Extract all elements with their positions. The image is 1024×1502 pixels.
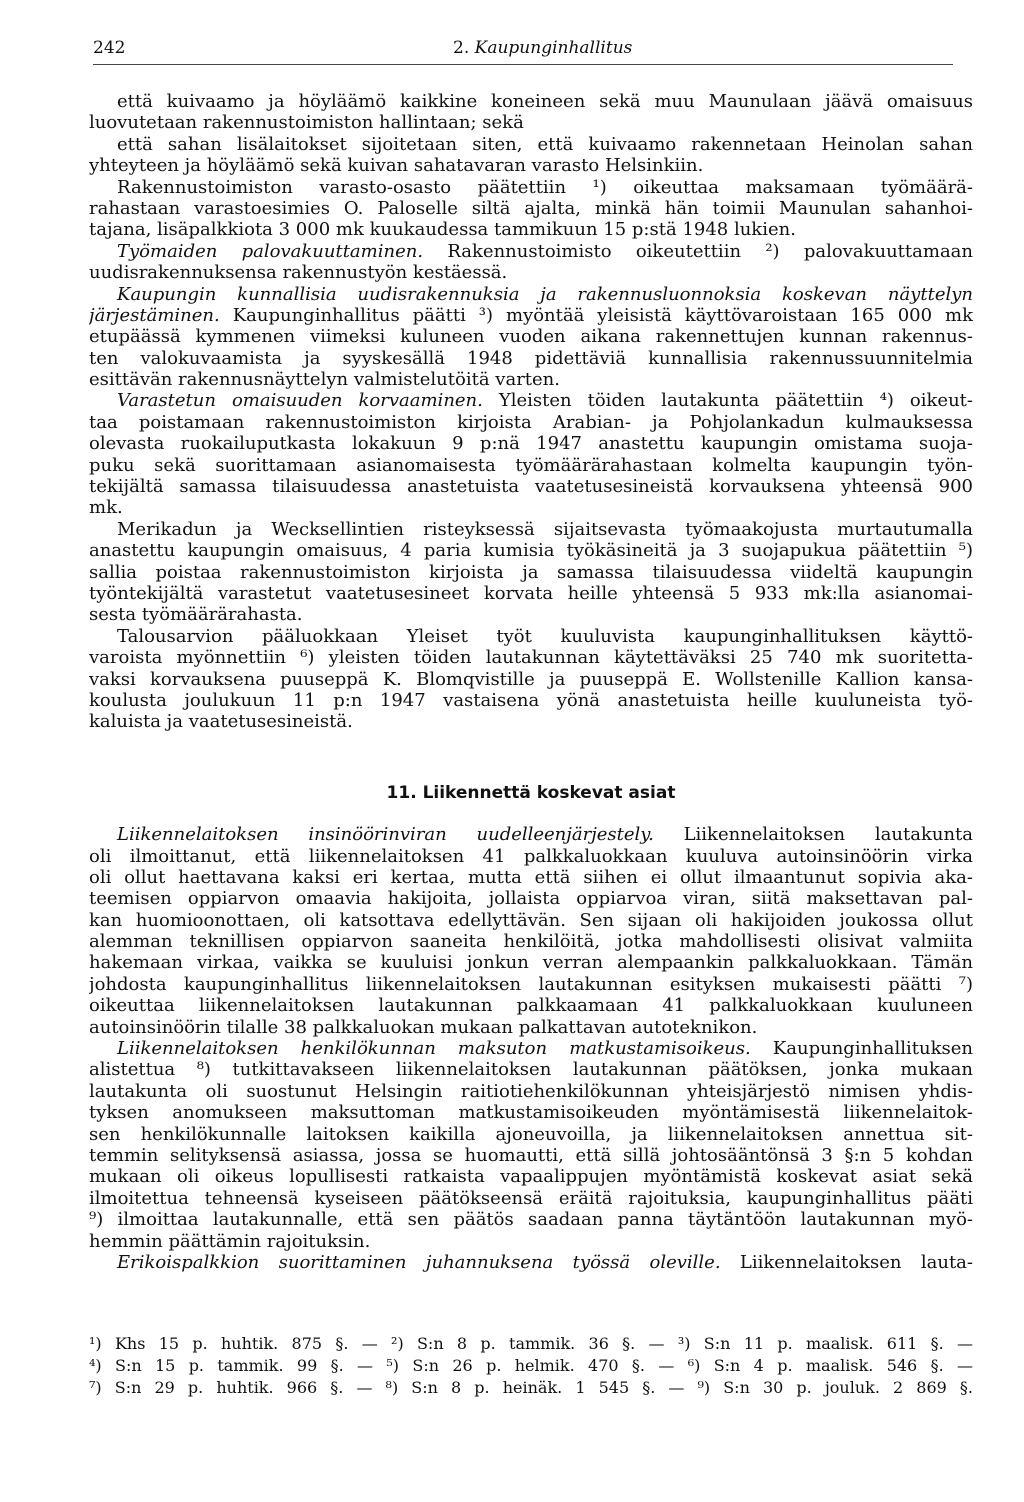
footnote-line: ⁴) S:n 15 p. tammik. 99 §. — ⁵) S:n 26 p. helmik. 470 §. — ⁶) S:n 4 p. maalisk. 546 §. —	[89, 1356, 973, 1375]
text-line	[89, 155, 973, 176]
line-text: tekijältä samassa tilaisuudessa anastetuista vaatetusesineistä korvauksena yhteensä 900	[89, 476, 973, 498]
text-line	[89, 910, 973, 931]
text-line	[89, 711, 973, 732]
text-line	[89, 112, 973, 133]
text-line	[89, 1038, 973, 1059]
line-text: hemmin päättämin rajoituksin.	[89, 1230, 371, 1252]
text-line	[89, 1017, 973, 1038]
section-heading: 11. Liikennettä koskevat asiat	[386, 782, 676, 803]
line-text: Rakennustoimiston varasto-osasto päätettiin ¹) oikeuttaa maksamaan työmäärä-	[117, 176, 973, 198]
text-line	[89, 647, 973, 668]
line-text: sen henkilökunnalle laitoksen kaikilla ajoneuvoilla, ja liikennelaitoksen annettua sit-	[89, 1123, 973, 1145]
italic-subheading: Erikoispalkkion suorittaminen juhannuksena työssä oleville.	[117, 1251, 721, 1273]
line-text: ilmoitettua tehneensä kyseiseen päätökseensä eräitä rajoituksia, kaupunginhallitus pääti	[89, 1187, 973, 1209]
line-text: tajana, lisäpalkkiota 3 000 mk kuukaudessa tammikuun 15 p:stä 1948 lukien.	[89, 219, 796, 241]
line-text: Talousarvion pääluokkaan Yleiset työt kuuluvista kaupunginhallituksen käyttö-	[117, 625, 973, 647]
text-line	[89, 369, 973, 390]
text-line	[89, 412, 973, 433]
italic-subheading: Liikennelaitoksen insinöörinviran uudelleenjärjestely.	[117, 824, 654, 846]
text-line	[89, 219, 973, 240]
text-block-1	[89, 91, 973, 733]
text-line	[89, 867, 973, 888]
line-text: luovutetaan rakennustoimiston hallintaan; sekä	[89, 112, 524, 134]
line-text: hakemaan virkaa, vaikka se kuuluisi jonkun verran alempaankin palkkaluokkaan. Tämän	[89, 952, 973, 974]
italic-subheading: Kaupungin kunnallisia uudisrakennuksia ja rakennusluonnoksia koskevan näyttelyn	[117, 283, 973, 305]
spacer	[89, 758, 973, 783]
line-text: sesta työmäärärahasta.	[89, 604, 303, 626]
text-line	[89, 1124, 973, 1145]
spacer	[89, 804, 973, 824]
line-text: Yleisten töiden lautakunta päätettiin ⁴) oikeut-	[482, 390, 973, 412]
line-text: alistettua ⁸) tutkittavakseen liikennelaitoksen lautakunnan päätöksen, jonka mukaan	[89, 1059, 973, 1081]
text-line	[89, 974, 973, 995]
line-text: mukaan oli oikeus lopullisesti ratkaista vapaalippujen myöntämistä koskevat asiat sekä	[89, 1166, 973, 1188]
text-line	[89, 1166, 973, 1187]
line-text: kan huomioonottaen, oli katsottava edellyttävän. Sen sijaan oli hakijoiden joukossa ollut	[89, 909, 973, 931]
section-number: 2.	[453, 38, 470, 58]
text-line	[89, 604, 973, 625]
running-title	[453, 38, 632, 58]
line-text: työntekijältä varastetut vaatetusesineet korvata heille yhteensä 5 933 mk:lla asianomai-	[89, 582, 973, 604]
line-text: teemisen oppiarvon omaavia hakijoita, jollaista oppiarvoa viran, siitä maksettavan pal-	[89, 888, 973, 910]
text-line	[89, 134, 973, 155]
spacer	[89, 733, 973, 758]
text-line	[89, 348, 973, 369]
line-text: sallia poistaa rakennustoimiston kirjoista ja samassa tilaisuudessa viideltä kaupungin	[89, 561, 973, 583]
italic-subheading: järjestäminen.	[89, 304, 220, 326]
footnote-line: ¹) Khs 15 p. huhtik. 875 §. — ²) S:n 8 p. tammik. 36 §. — ³) S:n 11 p. maalisk. 611 §. —	[89, 1334, 973, 1353]
footnote-line: ⁷) S:n 29 p. huhtik. 966 §. — ⁸) S:n 8 p. heinäk. 1 545 §. — ⁹) S:n 30 p. jouluk. 2 869 §.	[89, 1378, 973, 1397]
line-text: johdosta kaupunginhallitus liikennelaitoksen lautakunnan esityksen mukaisesti päätti ⁷)	[89, 973, 973, 995]
text-line	[89, 540, 973, 561]
body-text	[89, 91, 973, 1273]
text-line	[89, 1059, 973, 1080]
text-line	[89, 519, 973, 540]
text-line	[89, 262, 973, 283]
line-text: oli ollut haettavana kaksi eri kertaa, mutta että siihen ei ollut ilmaantunut sopivia aka-	[89, 866, 973, 888]
text-line	[89, 1145, 973, 1166]
text-line	[89, 198, 973, 219]
line-text: temmin selityksensä asiassa, jossa se huomautti, että sillä johtosääntönsä 3 §:n 5 kohdan	[89, 1144, 973, 1166]
line-text: ten valokuvaamista ja syyskesällä 1948 pidettäviä kunnallisia rakennussuunnitelmia	[89, 347, 973, 369]
text-line	[89, 241, 973, 262]
text-line	[89, 626, 973, 647]
line-text: vaksi korvauksena puuseppä K. Blomqvistille ja puuseppä E. Wollstenille Kallion kansa-	[89, 668, 973, 690]
line-text: autoinsinöörin tilalle 38 palkkaluokan mukaan palkattavan autoteknikon.	[89, 1016, 758, 1038]
line-text: Liikennelaitoksen lautakunta	[653, 824, 973, 846]
text-line	[89, 1252, 973, 1273]
line-text: tyksen anomukseen maksuttoman matkustamisoikeuden myöntämisestä liikennelaitok-	[89, 1102, 973, 1124]
line-text: oli ilmoittanut, että liikennelaitoksen 41 palkkaluokkaan kuuluva autoinsinöörin virka	[89, 845, 973, 867]
line-text: olevasta ruokailuputkasta lokakuun 9 p:nä 1947 anastettu kaupungin omistama suoja-	[89, 433, 973, 455]
line-text: Kaupunginhallitus päätti ³) myöntää yleisistä käyttövaroistaan 165 000 mk	[219, 304, 973, 326]
text-line	[89, 888, 973, 909]
text-line	[89, 1188, 973, 1209]
page-header	[93, 38, 953, 65]
italic-subheading: Liikennelaitoksen henkilökunnan maksuton matkustamisoikeus.	[117, 1038, 751, 1060]
line-text: etupäässä kymmenen viimeksi kuluneen vuoden aikana rakennettujen kunnan rakennus-	[89, 326, 973, 348]
text-line	[89, 669, 973, 690]
line-text: ⁹) ilmoittaa lautakunnalle, että sen päätös saadaan panna täytäntöön lautakunnan myö-	[89, 1209, 973, 1231]
text-line	[89, 326, 973, 347]
text-line	[89, 476, 973, 497]
text-line	[89, 583, 973, 604]
text-line	[89, 846, 973, 867]
line-text: Rakennustoimisto oikeutettiin ²) palovakuuttamaan	[423, 240, 973, 262]
text-line	[89, 497, 973, 518]
text-line	[89, 305, 973, 326]
line-text: Kaupunginhallituksen	[750, 1038, 973, 1060]
text-block-2	[89, 824, 973, 1273]
text-line	[89, 177, 973, 198]
text-line	[89, 562, 973, 583]
line-text: rahastaan varastoesimies O. Paloselle siltä ajalta, minkä hän toimii Maunulan sahanhoi-	[89, 197, 973, 219]
text-line	[89, 433, 973, 454]
footnotes	[89, 1333, 973, 1399]
text-line	[89, 1209, 973, 1230]
line-text: että sahan lisälaitokset sijoitetaan siten, että kuivaamo rakennetaan Heinolan sahan	[117, 133, 973, 155]
text-line	[89, 1231, 973, 1252]
line-text: lautakunta oli suostunut Helsingin raitiotiehenkilökunnan yhteisjärjestö nimisen yhdis-	[89, 1080, 973, 1102]
text-line	[89, 952, 973, 973]
text-line	[89, 995, 973, 1016]
line-text: esittävän rakennusnäyttelyn valmistelutöitä varten.	[89, 369, 560, 391]
italic-subheading: Työmaiden palovakuuttaminen.	[117, 240, 424, 262]
line-text: mk.	[89, 497, 123, 519]
text-line	[89, 690, 973, 711]
line-text: oikeuttaa liikennelaitoksen lautakunnan palkkaamaan 41 palkkaluokkaan kuuluneen	[89, 995, 973, 1017]
line-text: taa poistamaan rakennustoimiston kirjoista Arabian- ja Pohjolankadun kulmauksessa	[89, 411, 973, 433]
italic-subheading: Varastetun omaisuuden korvaaminen.	[117, 390, 483, 412]
line-text: koulusta joulukuun 11 p:n 1947 vastaisena yönä anastetuista heille kuuluneista työ-	[89, 689, 973, 711]
text-line	[89, 1081, 973, 1102]
line-text: yhteyteen ja höyläämö sekä kuivan sahatavaran varasto Helsinkiin.	[89, 155, 704, 177]
text-line	[89, 91, 973, 112]
line-text: Merikadun ja Wecksellintien risteyksessä sijaitsevasta työmaakojusta murtautumalla	[117, 518, 973, 540]
line-text: varoista myönnettiin ⁶) yleisten töiden lautakunnan käytettäväksi 25 740 mk suoritetta-	[89, 647, 973, 669]
line-text: Liikennelaitoksen lauta-	[720, 1251, 973, 1273]
text-line	[89, 931, 973, 952]
line-text: alemman teknillisen oppiarvon saaneita henkilöitä, jotka mahdollisesti olisivat valmiita	[89, 931, 973, 953]
text-line	[89, 390, 973, 411]
page-number: 242	[93, 38, 126, 58]
line-text: puku sekä suorittamaan asianomaisesta työmäärärahastaan kolmelta kaupungin työn-	[89, 454, 973, 476]
section-title: Kaupunginhallitus	[474, 38, 633, 58]
text-line	[89, 824, 973, 845]
text-line	[89, 284, 973, 305]
line-text: että kuivaamo ja höyläämö kaikkine koneineen sekä muu Maunulaan jäävä omaisuus	[117, 91, 973, 112]
line-text: anastettu kaupungin omaisuus, 4 paria kumisia työkäsineitä ja 3 suojapukua päätettiin ⁵)	[89, 540, 973, 562]
text-line	[89, 1102, 973, 1123]
line-text: kaluista ja vaatetusesineistä.	[89, 711, 353, 733]
text-line	[89, 455, 973, 476]
line-text: uudisrakennuksensa rakennustyön kestäessä.	[89, 262, 508, 284]
